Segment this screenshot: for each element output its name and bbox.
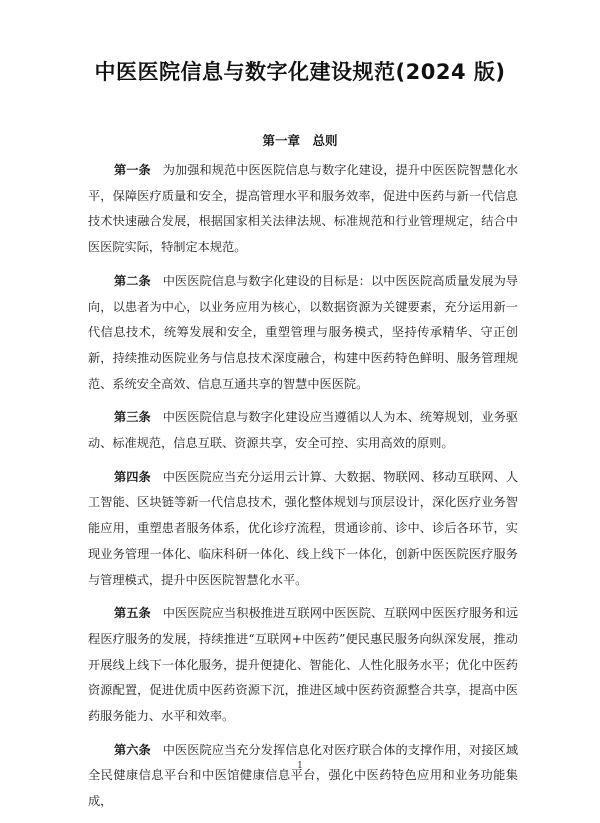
document-body [88,158,518,823]
article-label: 第五条 [114,606,151,621]
article-text: 中医医院信息与数字化建设的目标是：以中医医院高质量发展为导向，以患者为中心，以业务应用为核心，以数据资源为关键要素，充分运用新一代信息技术，统筹发展和安全，重塑管理与服务模式，坚持传承精华、守正创新，持续推动医院业务与信息技术深度融合，构建中医药特色鲜明、服务管理规范、系统安全高效、信息互通共享的智慧中医医院。 [88,273,519,391]
article-text: 为加强和规范中医医院信息与数字化建设，提升中医医院智慧化水平，保障医疗质量和安全，提高管理水平和服务效率，促进中医药与新一代信息技术快速融合发展，根据国家相关法律法规、标准规范和行业管理规定，结合中医医院实际，特制定本规范。 [88,163,519,255]
article-label: 第一条 [114,163,151,177]
article-3 [88,405,518,456]
article-2 [88,269,518,398]
article-text: 中医医院应当积极推进互联网中医医院、互联网中医医疗服务和远程医疗服务的发展，持续推进“互联网+中医药”便民惠民服务向纵深发展，推动开展线上线下一体化服务，提升便捷化、智能化、人性化服务水平；优化中医药资源配置，促进优质中医药资源下沉，推进区域中医药资源整合共享，提高中医药服务能力、水平和效率。 [88,606,519,724]
article-text: 中医医院应当充分发挥信息化对医疗联合体的支撑作用，对接区域全民健康信息平台和中医馆健康信息平台，强化中医药特色应用和业务功能集成， [88,742,519,809]
article-4 [88,465,518,594]
article-text: 中医医院信息与数字化建设应当遵循以人为本、统筹规划，业务驱动、标准规范，信息互联、资源共享，安全可控、实用高效的原则。 [88,410,519,451]
document-title: 中医医院信息与数字化建设规范(2024 版) [94,60,506,84]
chapter-title: 第一章 总则 [262,133,338,148]
article-6 [88,738,518,815]
page-number: 1 [297,761,303,771]
article-1 [88,158,518,261]
article-text: 中医医院应当充分运用云计算、大数据、物联网、移动互联网、人工智能、区块链等新一代信息技术，强化整体规划与顶层设计，深化医疗业务智能应用，重塑患者服务体系，优化诊疗流程，贯通诊前、诊中、诊后各环节，实现业务管理一体化、临床科研一体化、线上线下一体化，创新中医医院医疗服务与管理模式，提升中医医院智慧化水平。 [88,469,519,587]
article-label: 第四条 [114,469,151,484]
article-label: 第六条 [114,742,151,757]
article-label: 第三条 [114,410,151,425]
article-label: 第二条 [114,273,151,288]
article-5 [88,601,518,730]
